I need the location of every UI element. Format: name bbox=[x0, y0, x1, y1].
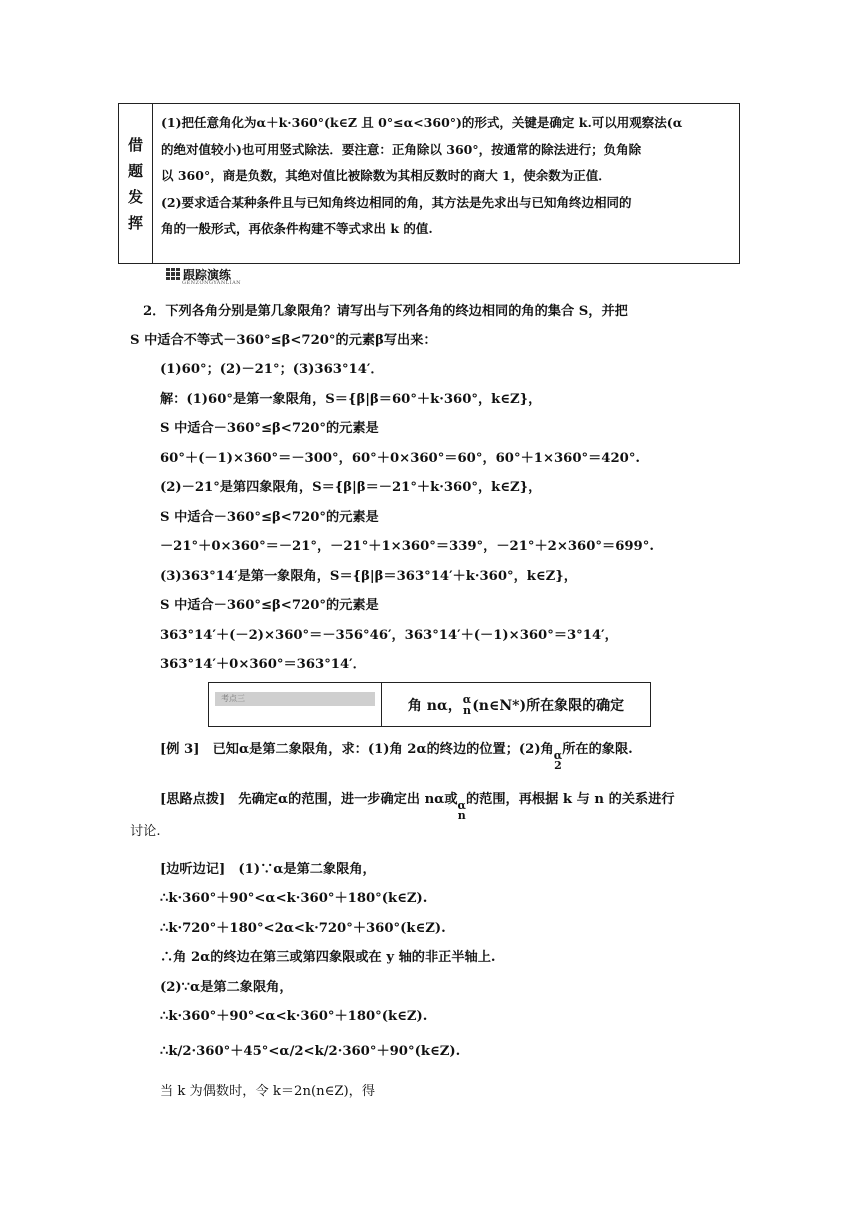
section-title bbox=[382, 683, 650, 726]
exercise-line: －21°＋0×360°＝－21°，－21°＋1×360°＝339°，－21°＋2×360°＝699°. bbox=[160, 539, 654, 554]
section-header bbox=[208, 682, 651, 727]
exercise-line: S 中适合－360°≤β<720°的元素是 bbox=[160, 510, 379, 525]
solution-line: (2)∵α是第二象限角， bbox=[160, 980, 293, 995]
summary-side-label bbox=[119, 104, 153, 263]
solution-line: ∴k·720°＋180°<2α<k·720°＋360°(k∈Z). bbox=[160, 921, 446, 936]
exercise-line: (2)－21°是第四象限角，S＝{β|β＝－21°＋k·360°，k∈Z}， bbox=[160, 480, 542, 495]
solution-half-angle-line: ∴k/2·360°＋45°<α/2<k/2·360°＋90°(k∈Z). bbox=[160, 1044, 461, 1059]
summary-body bbox=[153, 104, 739, 263]
section-title-post: (n∈N*)所在象限的确定 bbox=[472, 697, 625, 714]
fraction-denominator: 2 bbox=[554, 759, 562, 772]
summary-line: 角的一般形式，再依条件构建不等式求出 k 的值. bbox=[161, 221, 433, 236]
fraction-denominator: n bbox=[457, 809, 466, 822]
side-char: 借 bbox=[127, 135, 143, 154]
hint-fraction bbox=[458, 801, 466, 821]
section-title-pre: 角 nα， bbox=[407, 697, 462, 714]
summary-line: (1)把任意角化为α＋k·360°(k∈Z 且 0°≤α<360°)的形式，关键是确定 k.可以用观察法(α bbox=[161, 115, 683, 130]
example-question-fraction bbox=[554, 751, 562, 771]
exercise-line: (3)363°14′是第一象限角，S＝{β|β＝363°14′＋k·360°，k∈Z}， bbox=[160, 569, 577, 584]
practice-tag-label: 跟踪演练 bbox=[183, 267, 232, 282]
practice-tag bbox=[166, 265, 242, 286]
section-label-panel bbox=[209, 683, 382, 726]
hint-line bbox=[160, 788, 675, 821]
hint-text: [思路点拨] 先确定α的范围，进一步确定出 nα或 bbox=[160, 792, 458, 807]
exercise-line: S 中适合－360°≤β<720°的元素是 bbox=[160, 598, 379, 613]
practice-tag-sub: GENZONGYANLIAN bbox=[182, 280, 242, 286]
solution-line: ∴k·360°＋90°<α<k·360°＋180°(k∈Z). bbox=[160, 1009, 428, 1024]
grid-icon bbox=[166, 268, 180, 280]
exercise-line: S 中适合不等式－360°≤β<720°的元素β写出来： bbox=[130, 333, 437, 348]
solution-last-line: 当 k 为偶数时，令 k＝2n(n∈Z)，得 bbox=[160, 1084, 376, 1099]
solution-line: ∴k·360°＋90°<α<k·360°＋180°(k∈Z). bbox=[160, 891, 428, 906]
example-question bbox=[160, 738, 633, 771]
exercise-line: (1)60°；(2)－21°；(3)363°14′． bbox=[160, 362, 384, 377]
fraction-numerator: α bbox=[553, 749, 563, 762]
fraction-numerator: α bbox=[457, 799, 466, 812]
fraction-denominator: n bbox=[462, 703, 471, 717]
hint-line-2: 讨论. bbox=[130, 824, 161, 839]
summary-line: 以 360°，商是负数，其绝对值比被除数为其相反数时的商大 1，使余数为正值． bbox=[161, 168, 611, 183]
summary-line: (2)要求适合某种条件且与已知角终边相同的角，其方法是先求出与已知角终边相同的 bbox=[161, 194, 632, 210]
exercise-line: 解：(1)60°是第一象限角，S＝{β|β＝60°＋k·360°，k∈Z}， bbox=[160, 392, 542, 407]
exercise-line: 60°＋(－1)×360°＝－300°，60°＋0×360°＝60°，60°＋1×360°＝420°. bbox=[160, 451, 641, 466]
section-label: 考点三 bbox=[221, 694, 245, 703]
exercise-line: 363°14′＋0×360°＝363°14′． bbox=[160, 657, 366, 672]
summary-line: 的绝对值较小)也可用竖式除法．要注意：正角除以 360°，按通常的除法进行；负角除 bbox=[161, 141, 642, 157]
side-char: 题 bbox=[127, 161, 143, 180]
side-char: 发 bbox=[127, 187, 143, 206]
hint-tail: 的范围，再根据 k 与 n 的关系进行 bbox=[465, 792, 675, 807]
fraction-numerator: α bbox=[462, 692, 472, 706]
side-char: 挥 bbox=[127, 213, 143, 232]
summary-box bbox=[118, 103, 740, 264]
exercise-line: 2．下列各角分别是第几象限角？请写出与下列各角的终边相同的角的集合 S，并把 bbox=[143, 304, 628, 319]
solution-line: [边听边记] (1)∵α是第二象限角， bbox=[160, 862, 376, 877]
solution-line: ∴角 2α的终边在第三或第四象限或在 y 轴的非正半轴上. bbox=[160, 950, 496, 965]
example-question-tail: 所在的象限. bbox=[562, 742, 633, 757]
section-label-bar bbox=[215, 692, 375, 706]
exercise-line: 363°14′＋(－2)×360°＝－356°46′，363°14′＋(－1)×360°＝3°14′， bbox=[160, 628, 618, 643]
section-title-fraction bbox=[463, 694, 471, 716]
exercise-line: S 中适合－360°≤β<720°的元素是 bbox=[160, 421, 379, 436]
example-question-text: [例 3] 已知α是第二象限角，求：(1)角 2α的终边的位置；(2)角 bbox=[160, 742, 554, 757]
